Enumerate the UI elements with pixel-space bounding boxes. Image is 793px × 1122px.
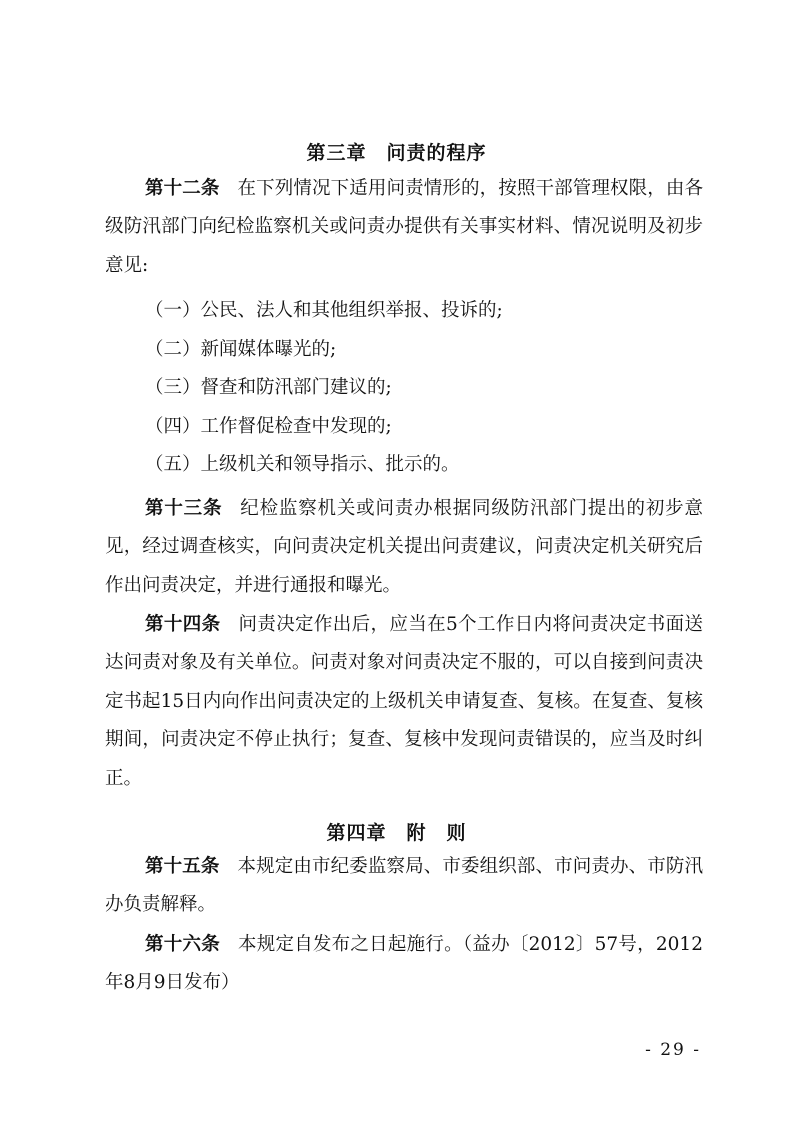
article-14-text: 问责决定作出后，应当在5个工作日内将问责决定书面送达问责对象及有关单位。问责对象对问责决定不服的，可以自接到问责决定书起15日内向作出问责决定的上级机关申请复查、复核。在复查、复核期间，问责决定不停止执行；复查、复核中发现问责错误的，应当及时纠正。 [105,614,703,789]
article-15 [105,848,703,925]
article-12-label: 第十二条 [145,178,220,199]
article-12-item-3: （三）督查和防汛部门建议的; [145,377,392,398]
article-12-text: 在下列情况下适用问责情形的，按照干部管理权限，由各级防汛部门向纪检监察机关或问责办提供有关事实材料、情况说明及初步意见: [105,178,703,276]
article-12-item-5: （五）上级机关和领导指示、批示的。 [145,454,460,475]
article-15-text: 本规定由市纪委监察局、市委组织部、市问责办、市防汛办负责解释。 [105,856,703,916]
article-16 [105,926,703,1003]
article-16-label: 第十六条 [145,934,220,955]
article-12 [105,170,703,285]
article-13-label: 第十三条 [145,498,223,519]
article-14-label: 第十四条 [145,614,221,635]
article-13 [105,490,703,605]
article-12-item-2: （二）新闻媒体曝光的; [145,339,337,360]
article-14 [105,606,703,798]
article-16-text: 本规定自发布之日起施行。（益办〔2012〕57号，2012年8月9日发布） [105,934,703,994]
article-13-text: 纪检监察机关或问责办根据同级防汛部门提出的初步意见，经过调查核实，向问责决定机关提出问责建议，问责决定机关研究后作出问责决定，并进行通报和曝光。 [105,498,703,596]
chapter-3-title: 第三章 问责的程序 [306,142,487,164]
chapter-4-title: 第四章 附 则 [326,822,467,844]
article-15-label: 第十五条 [145,856,220,877]
article-12-item-1: （一）公民、法人和其他组织举报、投诉的; [145,300,503,321]
page-number: - 29 - [645,1040,701,1060]
article-12-item-4: （四）工作督促检查中发现的; [145,416,392,437]
